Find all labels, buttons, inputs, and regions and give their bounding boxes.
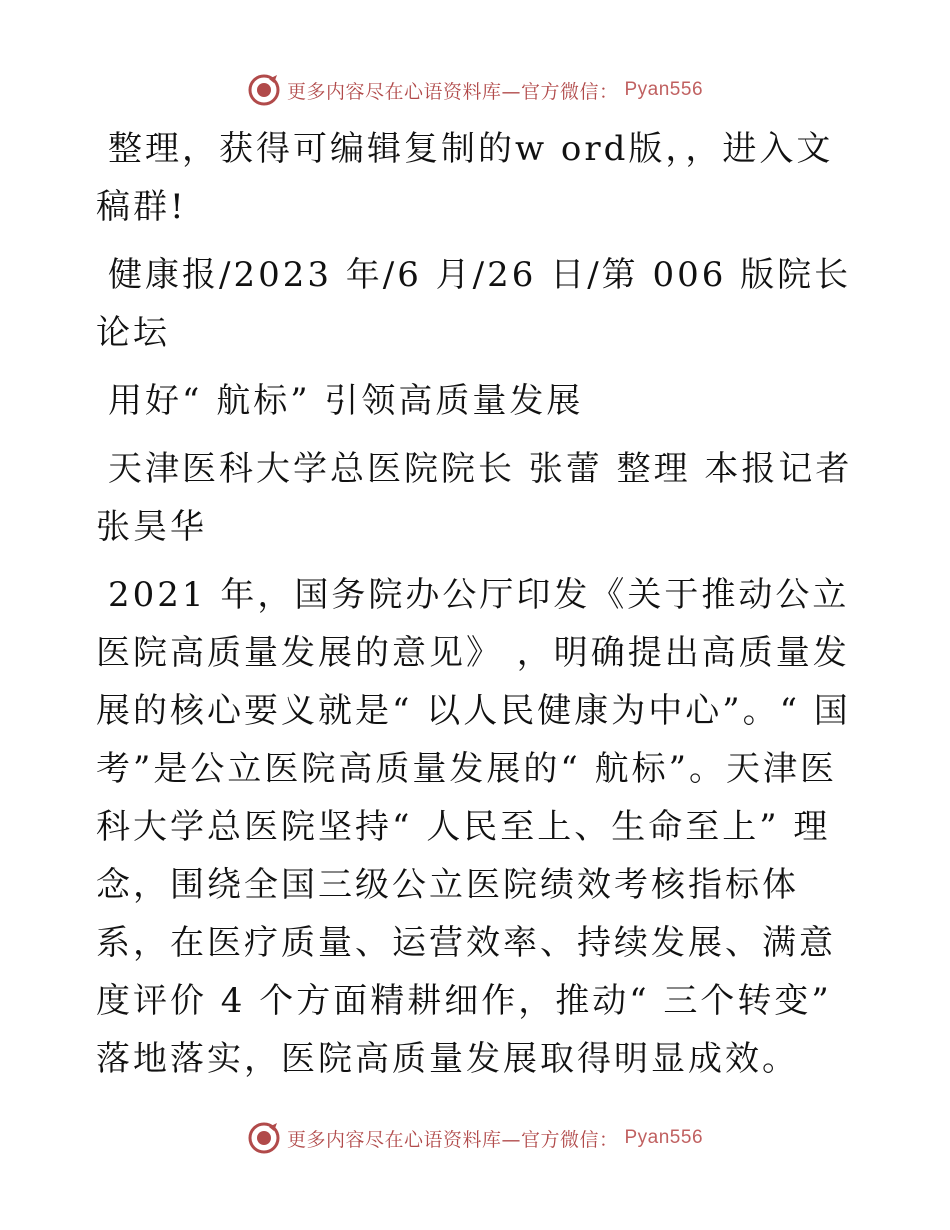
document-body bbox=[96, 120, 856, 1098]
body-paragraph: 2021 年，国务院办公厅印发《关于推动公立医院高质量发展的意见》 ，明确提出高质量发展的核心要义就是“ 以人民健康为中心”。“ 国考”是公立医院高质量发展的“ 航标”。天津医科大学总医院坚持“ 人民至上、生命至上” 理念，围绕全国三级公立医院绩效考核指标体系，在医疗质量、运营效率、持续发展、满意度评价 4 个方面精耕细作，推动“ 三个转变” 落地落实，医院高质量发展取得明显成效。 bbox=[96, 575, 851, 1079]
header-watermark bbox=[0, 70, 950, 110]
footer-watermark bbox=[0, 1118, 950, 1158]
seal-logo-icon bbox=[247, 73, 281, 107]
watermark-id: Pyan556 bbox=[624, 79, 704, 100]
seal-logo-icon bbox=[247, 1121, 281, 1155]
watermark-text: 更多内容尽在心语资料库—官方微信： bbox=[286, 80, 619, 103]
source-line: 健康报/2023 年/6 月/26 日/第 006 版院长论坛 bbox=[96, 255, 852, 353]
watermark-text: 更多内容尽在心语资料库—官方微信： bbox=[286, 1128, 619, 1151]
intro-paragraph: 整理，获得可编辑复制的w ord版，，进入文稿群! bbox=[96, 129, 834, 227]
byline: 天津医科大学总医院院长 张蕾 整理 本报记者 张昊华 bbox=[96, 449, 853, 547]
article-title: 用好“ 航标” 引领高质量发展 bbox=[108, 381, 584, 421]
watermark-id: Pyan556 bbox=[624, 1127, 704, 1148]
